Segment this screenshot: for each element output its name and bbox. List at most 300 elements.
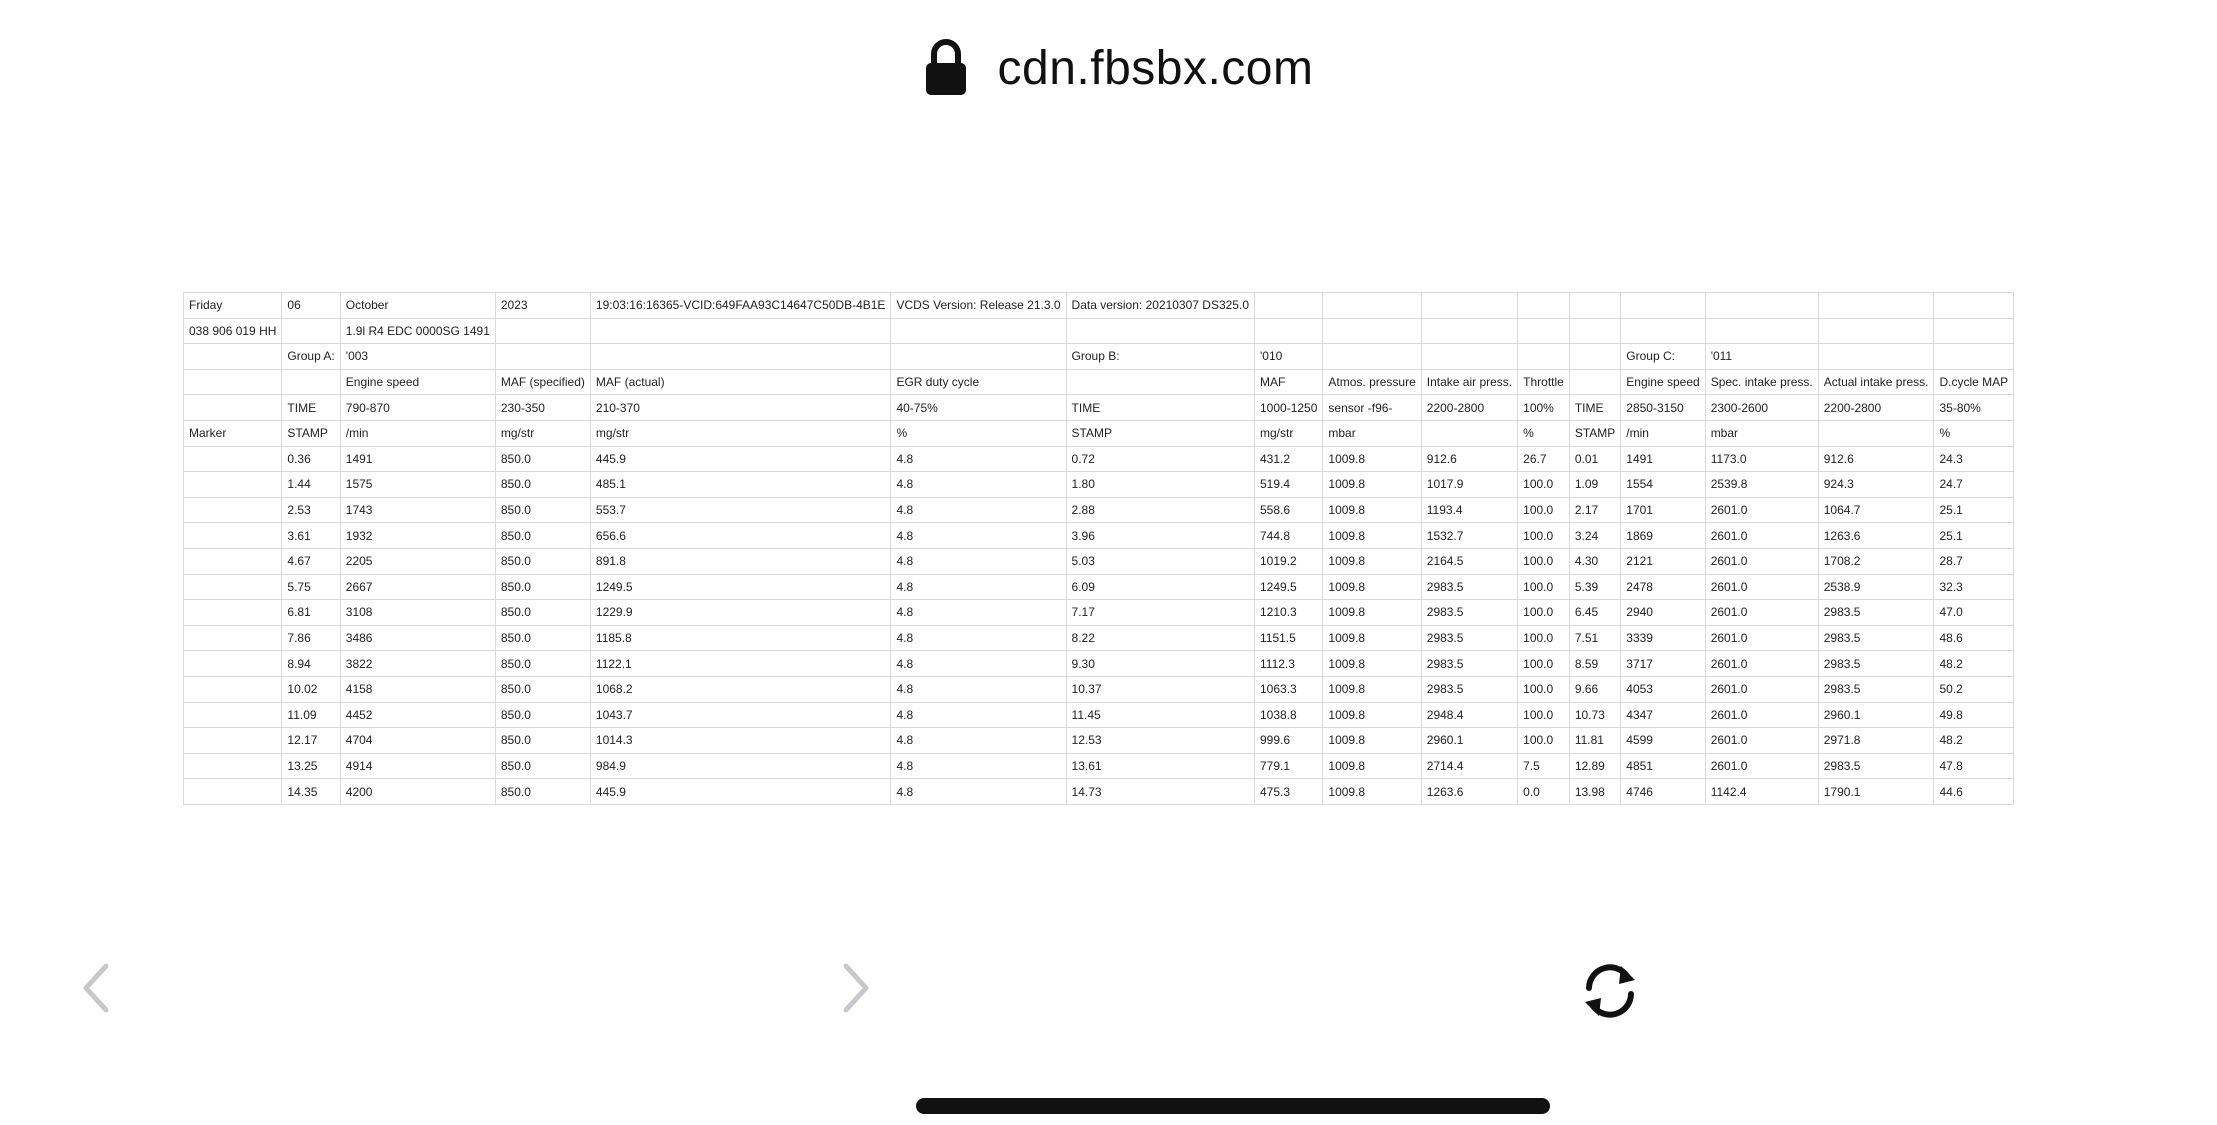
table-cell[interactable]: October — [340, 293, 495, 319]
table-cell[interactable]: 4200 — [340, 779, 495, 805]
table-cell[interactable]: 891.8 — [590, 548, 891, 574]
table-cell[interactable]: 11.81 — [1569, 728, 1620, 754]
table-cell[interactable]: 1263.6 — [1818, 523, 1934, 549]
table-cell[interactable] — [495, 344, 590, 370]
table-cell[interactable]: 790-870 — [340, 395, 495, 421]
table-cell[interactable]: 2601.0 — [1705, 600, 1818, 626]
table-cell[interactable]: 9.30 — [1066, 651, 1254, 677]
table-cell[interactable]: Intake air press. — [1421, 369, 1517, 395]
table-cell[interactable]: 1009.8 — [1323, 625, 1421, 651]
table-cell[interactable]: 14.73 — [1066, 779, 1254, 805]
table-cell[interactable]: 912.6 — [1818, 446, 1934, 472]
table-cell[interactable]: Data version: 20210307 DS325.0 — [1066, 293, 1254, 319]
table-cell[interactable]: % — [891, 420, 1066, 446]
table-cell[interactable]: 1009.8 — [1323, 676, 1421, 702]
table-cell[interactable] — [1421, 293, 1517, 319]
table-cell[interactable]: 2538.9 — [1818, 574, 1934, 600]
table-cell[interactable] — [1421, 318, 1517, 344]
table-cell[interactable]: 3822 — [340, 651, 495, 677]
table-cell[interactable] — [1621, 318, 1705, 344]
table-cell[interactable]: 13.61 — [1066, 753, 1254, 779]
table-cell[interactable]: 1122.1 — [590, 651, 891, 677]
table-cell[interactable] — [1569, 369, 1620, 395]
table-cell[interactable]: 1869 — [1621, 523, 1705, 549]
table-cell[interactable]: 2478 — [1621, 574, 1705, 600]
table-cell[interactable]: 1790.1 — [1818, 779, 1934, 805]
table-cell[interactable]: 1249.5 — [1255, 574, 1323, 600]
url-text[interactable]: cdn.fbsbx.com — [997, 41, 1314, 95]
table-cell[interactable]: 48.2 — [1934, 728, 2014, 754]
table-cell[interactable] — [184, 523, 282, 549]
table-cell[interactable]: 445.9 — [590, 446, 891, 472]
table-cell[interactable]: 48.2 — [1934, 651, 2014, 677]
table-cell[interactable]: 1.09 — [1569, 472, 1620, 498]
table-cell[interactable]: 1.9l R4 EDC 0000SG 1491 — [340, 318, 495, 344]
table-cell[interactable]: sensor -f96- — [1323, 395, 1421, 421]
table-cell[interactable]: 4.8 — [891, 523, 1066, 549]
table-cell[interactable]: 1009.8 — [1323, 574, 1421, 600]
table-cell[interactable]: 2.88 — [1066, 497, 1254, 523]
table-cell[interactable]: 1009.8 — [1323, 497, 1421, 523]
table-cell[interactable]: 1017.9 — [1421, 472, 1517, 498]
table-cell[interactable]: 558.6 — [1255, 497, 1323, 523]
table-cell[interactable]: 2971.8 — [1818, 728, 1934, 754]
table-cell[interactable]: 850.0 — [495, 728, 590, 754]
table-cell[interactable]: mg/str — [590, 420, 891, 446]
table-cell[interactable]: VCDS Version: Release 21.3.0 — [891, 293, 1066, 319]
table-cell[interactable]: 431.2 — [1255, 446, 1323, 472]
table-cell[interactable]: 1.80 — [1066, 472, 1254, 498]
table-cell[interactable]: 24.7 — [1934, 472, 2014, 498]
table-cell[interactable]: 2667 — [340, 574, 495, 600]
table-cell[interactable]: 2850-3150 — [1621, 395, 1705, 421]
table-cell[interactable] — [1421, 420, 1517, 446]
table-cell[interactable]: MAF (actual) — [590, 369, 891, 395]
table-cell[interactable]: 3.61 — [282, 523, 340, 549]
table-cell[interactable]: 7.51 — [1569, 625, 1620, 651]
table-cell[interactable] — [184, 574, 282, 600]
table-cell[interactable]: 2601.0 — [1705, 523, 1818, 549]
table-cell[interactable]: 1009.8 — [1323, 753, 1421, 779]
table-cell[interactable]: 100.0 — [1518, 472, 1570, 498]
table-cell[interactable] — [590, 344, 891, 370]
table-cell[interactable]: 5.03 — [1066, 548, 1254, 574]
table-cell[interactable] — [1421, 344, 1517, 370]
table-cell[interactable]: 1009.8 — [1323, 523, 1421, 549]
table-cell[interactable]: STAMP — [282, 420, 340, 446]
table-cell[interactable]: 1063.3 — [1255, 676, 1323, 702]
table-cell[interactable]: 4.8 — [891, 779, 1066, 805]
table-cell[interactable]: 2300-2600 — [1705, 395, 1818, 421]
table-cell[interactable]: 1019.2 — [1255, 548, 1323, 574]
table-cell[interactable]: 4.8 — [891, 702, 1066, 728]
table-cell[interactable] — [184, 548, 282, 574]
table-cell[interactable]: 2.17 — [1569, 497, 1620, 523]
table-cell[interactable]: 519.4 — [1255, 472, 1323, 498]
home-indicator[interactable] — [916, 1098, 1550, 1114]
table-cell[interactable]: 100.0 — [1518, 497, 1570, 523]
table-cell[interactable]: 4.8 — [891, 574, 1066, 600]
table-cell[interactable]: 5.39 — [1569, 574, 1620, 600]
table-cell[interactable]: STAMP — [1569, 420, 1620, 446]
table-cell[interactable]: 850.0 — [495, 523, 590, 549]
table-cell[interactable]: 48.6 — [1934, 625, 2014, 651]
table-cell[interactable] — [184, 728, 282, 754]
table-cell[interactable]: 1151.5 — [1255, 625, 1323, 651]
table-cell[interactable]: 924.3 — [1818, 472, 1934, 498]
table-cell[interactable]: 9.66 — [1569, 676, 1620, 702]
table-cell[interactable] — [891, 344, 1066, 370]
table-cell[interactable] — [1705, 318, 1818, 344]
table-cell[interactable]: 4.8 — [891, 728, 1066, 754]
table-cell[interactable] — [184, 344, 282, 370]
table-cell[interactable]: 2960.1 — [1421, 728, 1517, 754]
table-cell[interactable]: 8.22 — [1066, 625, 1254, 651]
table-cell[interactable]: mg/str — [1255, 420, 1323, 446]
table-cell[interactable]: 10.73 — [1569, 702, 1620, 728]
table-cell[interactable]: 4746 — [1621, 779, 1705, 805]
table-cell[interactable]: 4.8 — [891, 651, 1066, 677]
table-cell[interactable]: 2601.0 — [1705, 574, 1818, 600]
table-cell[interactable]: 100% — [1518, 395, 1570, 421]
table-cell[interactable]: 50.2 — [1934, 676, 2014, 702]
table-cell[interactable]: 8.59 — [1569, 651, 1620, 677]
table-cell[interactable]: 984.9 — [590, 753, 891, 779]
table-cell[interactable] — [184, 625, 282, 651]
table-cell[interactable]: 12.53 — [1066, 728, 1254, 754]
table-cell[interactable]: Atmos. pressure — [1323, 369, 1421, 395]
table-cell[interactable]: EGR duty cycle — [891, 369, 1066, 395]
table-cell[interactable]: 4.30 — [1569, 548, 1620, 574]
table-cell[interactable]: 7.17 — [1066, 600, 1254, 626]
table-cell[interactable]: 47.8 — [1934, 753, 2014, 779]
table-cell[interactable]: 1009.8 — [1323, 446, 1421, 472]
table-cell[interactable] — [1934, 344, 2014, 370]
table-cell[interactable]: 100.0 — [1518, 523, 1570, 549]
table-cell[interactable] — [1323, 344, 1421, 370]
table-cell[interactable]: 2983.5 — [1818, 600, 1934, 626]
table-cell[interactable]: 4.8 — [891, 497, 1066, 523]
table-cell[interactable]: 4851 — [1621, 753, 1705, 779]
table-cell[interactable] — [184, 702, 282, 728]
table-cell[interactable] — [1323, 318, 1421, 344]
table-cell[interactable]: 1193.4 — [1421, 497, 1517, 523]
table-cell[interactable]: 3.24 — [1569, 523, 1620, 549]
table-cell[interactable]: 553.7 — [590, 497, 891, 523]
table-cell[interactable]: % — [1934, 420, 2014, 446]
table-cell[interactable]: 2121 — [1621, 548, 1705, 574]
table-cell[interactable]: 4158 — [340, 676, 495, 702]
table-cell[interactable]: 25.1 — [1934, 497, 2014, 523]
table-cell[interactable]: 230-350 — [495, 395, 590, 421]
table-cell[interactable]: 7.86 — [282, 625, 340, 651]
table-cell[interactable]: 2983.5 — [1421, 600, 1517, 626]
table-cell[interactable]: 10.37 — [1066, 676, 1254, 702]
table-cell[interactable] — [184, 497, 282, 523]
table-cell[interactable] — [282, 318, 340, 344]
table-cell[interactable]: 1038.8 — [1255, 702, 1323, 728]
table-cell[interactable]: 1009.8 — [1323, 472, 1421, 498]
table-cell[interactable] — [184, 651, 282, 677]
table-cell[interactable]: 4.8 — [891, 625, 1066, 651]
table-cell[interactable] — [1518, 293, 1570, 319]
table-cell[interactable]: 0.01 — [1569, 446, 1620, 472]
table-cell[interactable]: 850.0 — [495, 574, 590, 600]
table-cell[interactable]: 2983.5 — [1421, 651, 1517, 677]
table-cell[interactable]: 850.0 — [495, 600, 590, 626]
table-cell[interactable]: 4.8 — [891, 472, 1066, 498]
table-cell[interactable]: 1491 — [1621, 446, 1705, 472]
table-cell[interactable]: 1112.3 — [1255, 651, 1323, 677]
table-cell[interactable]: 47.0 — [1934, 600, 2014, 626]
table-cell[interactable]: 1009.8 — [1323, 548, 1421, 574]
table-cell[interactable] — [184, 676, 282, 702]
table-cell[interactable]: 4.8 — [891, 446, 1066, 472]
table-cell[interactable]: 100.0 — [1518, 625, 1570, 651]
table-cell[interactable]: 1068.2 — [590, 676, 891, 702]
table-cell[interactable]: 100.0 — [1518, 728, 1570, 754]
table-cell[interactable]: 13.98 — [1569, 779, 1620, 805]
table-cell[interactable] — [184, 446, 282, 472]
table-cell[interactable]: 4347 — [1621, 702, 1705, 728]
table-cell[interactable]: D.cycle MAP — [1934, 369, 2014, 395]
table-cell[interactable]: 4452 — [340, 702, 495, 728]
table-cell[interactable]: 1043.7 — [590, 702, 891, 728]
table-cell[interactable] — [1518, 344, 1570, 370]
table-cell[interactable] — [1621, 293, 1705, 319]
table-cell[interactable]: 11.09 — [282, 702, 340, 728]
table-cell[interactable]: 1532.7 — [1421, 523, 1517, 549]
table-cell[interactable] — [184, 779, 282, 805]
table-cell[interactable] — [495, 318, 590, 344]
table-cell[interactable]: 4053 — [1621, 676, 1705, 702]
table-cell[interactable]: 4.8 — [891, 600, 1066, 626]
table-cell[interactable]: 7.5 — [1518, 753, 1570, 779]
table-cell[interactable]: Group A: — [282, 344, 340, 370]
table-cell[interactable]: 2948.4 — [1421, 702, 1517, 728]
table-cell[interactable]: 3486 — [340, 625, 495, 651]
table-cell[interactable]: 100.0 — [1518, 548, 1570, 574]
table-cell[interactable]: 2601.0 — [1705, 676, 1818, 702]
table-cell[interactable]: 4704 — [340, 728, 495, 754]
table-cell[interactable]: 10.02 — [282, 676, 340, 702]
table-cell[interactable] — [184, 753, 282, 779]
table-cell[interactable] — [1066, 318, 1254, 344]
table-cell[interactable]: 1000-1250 — [1255, 395, 1323, 421]
table-cell[interactable]: 4599 — [1621, 728, 1705, 754]
table-cell[interactable]: 28.7 — [1934, 548, 2014, 574]
table-cell[interactable]: mg/str — [495, 420, 590, 446]
table-cell[interactable] — [1518, 318, 1570, 344]
table-cell[interactable] — [1255, 318, 1323, 344]
back-button[interactable] — [66, 960, 126, 1020]
table-cell[interactable] — [1818, 318, 1934, 344]
table-cell[interactable]: 2601.0 — [1705, 497, 1818, 523]
table-cell[interactable]: Friday — [184, 293, 282, 319]
table-cell[interactable]: 2539.8 — [1705, 472, 1818, 498]
table-cell[interactable]: 038 906 019 HH — [184, 318, 282, 344]
table-cell[interactable]: 13.25 — [282, 753, 340, 779]
table-cell[interactable]: 2983.5 — [1818, 753, 1934, 779]
table-cell[interactable] — [184, 369, 282, 395]
table-cell[interactable]: 912.6 — [1421, 446, 1517, 472]
table-cell[interactable]: 1743 — [340, 497, 495, 523]
table-cell[interactable]: Group B: — [1066, 344, 1254, 370]
table-cell[interactable]: 35-80% — [1934, 395, 2014, 421]
table-cell[interactable]: 49.8 — [1934, 702, 2014, 728]
table-cell[interactable]: 2205 — [340, 548, 495, 574]
table-cell[interactable]: Spec. intake press. — [1705, 369, 1818, 395]
table-cell[interactable]: 06 — [282, 293, 340, 319]
table-cell[interactable]: 1185.8 — [590, 625, 891, 651]
table-cell[interactable]: 2601.0 — [1705, 753, 1818, 779]
table-cell[interactable]: 24.3 — [1934, 446, 2014, 472]
table-cell[interactable]: '003 — [340, 344, 495, 370]
table-cell[interactable]: MAF (specified) — [495, 369, 590, 395]
table-cell[interactable]: 1249.5 — [590, 574, 891, 600]
table-cell[interactable] — [184, 472, 282, 498]
table-cell[interactable] — [1705, 293, 1818, 319]
table-cell[interactable]: 2164.5 — [1421, 548, 1517, 574]
table-cell[interactable]: mbar — [1323, 420, 1421, 446]
table-cell[interactable]: 1009.8 — [1323, 600, 1421, 626]
table-cell[interactable]: Engine speed — [340, 369, 495, 395]
table-cell[interactable]: 850.0 — [495, 779, 590, 805]
table-cell[interactable]: 850.0 — [495, 753, 590, 779]
table-cell[interactable] — [1569, 344, 1620, 370]
table-cell[interactable]: 2960.1 — [1818, 702, 1934, 728]
table-cell[interactable]: 210-370 — [590, 395, 891, 421]
table-cell[interactable]: /min — [340, 420, 495, 446]
table-cell[interactable] — [1066, 369, 1254, 395]
table-cell[interactable]: 2983.5 — [1818, 651, 1934, 677]
table-cell[interactable]: 850.0 — [495, 625, 590, 651]
table-cell[interactable] — [590, 318, 891, 344]
table-cell[interactable]: 1009.8 — [1323, 651, 1421, 677]
table-cell[interactable]: 3.96 — [1066, 523, 1254, 549]
table-cell[interactable]: 3108 — [340, 600, 495, 626]
table-cell[interactable]: 2983.5 — [1421, 625, 1517, 651]
table-cell[interactable]: STAMP — [1066, 420, 1254, 446]
table-cell[interactable]: 1575 — [340, 472, 495, 498]
table-cell[interactable]: 850.0 — [495, 548, 590, 574]
table-cell[interactable]: 2983.5 — [1818, 676, 1934, 702]
table-cell[interactable]: 3339 — [1621, 625, 1705, 651]
table-cell[interactable]: 6.81 — [282, 600, 340, 626]
table-cell[interactable]: TIME — [1569, 395, 1620, 421]
table-cell[interactable]: 0.0 — [1518, 779, 1570, 805]
table-cell[interactable] — [891, 318, 1066, 344]
table-cell[interactable]: 744.8 — [1255, 523, 1323, 549]
table-cell[interactable]: 32.3 — [1934, 574, 2014, 600]
table-cell[interactable]: 485.1 — [590, 472, 891, 498]
table-cell[interactable]: MAF — [1255, 369, 1323, 395]
table-cell[interactable]: TIME — [282, 395, 340, 421]
table-cell[interactable]: 1173.0 — [1705, 446, 1818, 472]
table-cell[interactable]: 100.0 — [1518, 600, 1570, 626]
table-cell[interactable] — [184, 600, 282, 626]
table-cell[interactable]: 1014.3 — [590, 728, 891, 754]
forward-button[interactable] — [826, 960, 886, 1020]
table-cell[interactable]: 1142.4 — [1705, 779, 1818, 805]
table-cell[interactable]: 2601.0 — [1705, 548, 1818, 574]
table-cell[interactable]: 779.1 — [1255, 753, 1323, 779]
table-cell[interactable]: 4914 — [340, 753, 495, 779]
table-cell[interactable]: 2601.0 — [1705, 651, 1818, 677]
table-cell[interactable]: 8.94 — [282, 651, 340, 677]
table-cell[interactable]: mbar — [1705, 420, 1818, 446]
table-cell[interactable]: 850.0 — [495, 702, 590, 728]
table-cell[interactable]: Actual intake press. — [1818, 369, 1934, 395]
table-cell[interactable]: 4.67 — [282, 548, 340, 574]
table-cell[interactable]: 0.72 — [1066, 446, 1254, 472]
table-cell[interactable]: Group C: — [1621, 344, 1705, 370]
table-cell[interactable]: 1009.8 — [1323, 779, 1421, 805]
table-cell[interactable] — [1818, 293, 1934, 319]
table-cell[interactable]: 2601.0 — [1705, 625, 1818, 651]
table-cell[interactable]: 25.1 — [1934, 523, 2014, 549]
table-cell[interactable] — [184, 395, 282, 421]
table-cell[interactable]: 1210.3 — [1255, 600, 1323, 626]
table-cell[interactable]: 999.6 — [1255, 728, 1323, 754]
table-cell[interactable]: 4.8 — [891, 753, 1066, 779]
table-cell[interactable]: 1701 — [1621, 497, 1705, 523]
table-cell[interactable]: 2200-2800 — [1818, 395, 1934, 421]
table-cell[interactable] — [1323, 293, 1421, 319]
table-cell[interactable]: 100.0 — [1518, 676, 1570, 702]
table-cell[interactable]: 1064.7 — [1818, 497, 1934, 523]
table-cell[interactable]: 100.0 — [1518, 702, 1570, 728]
table-cell[interactable] — [1255, 293, 1323, 319]
table-cell[interactable]: 850.0 — [495, 651, 590, 677]
table-cell[interactable]: 12.17 — [282, 728, 340, 754]
table-cell[interactable]: 100.0 — [1518, 574, 1570, 600]
table-cell[interactable]: 100.0 — [1518, 651, 1570, 677]
table-cell[interactable]: 1263.6 — [1421, 779, 1517, 805]
table-cell[interactable]: /min — [1621, 420, 1705, 446]
table-cell[interactable]: 0.36 — [282, 446, 340, 472]
table-cell[interactable]: 2601.0 — [1705, 728, 1818, 754]
table-cell[interactable]: 1229.9 — [590, 600, 891, 626]
table-cell[interactable]: 5.75 — [282, 574, 340, 600]
table-cell[interactable]: 4.8 — [891, 676, 1066, 702]
table-cell[interactable]: 850.0 — [495, 446, 590, 472]
table-cell[interactable]: '010 — [1255, 344, 1323, 370]
table-cell[interactable]: 445.9 — [590, 779, 891, 805]
table-cell[interactable] — [1818, 344, 1934, 370]
table-cell[interactable]: 2200-2800 — [1421, 395, 1517, 421]
table-cell[interactable] — [282, 369, 340, 395]
address-bar[interactable] — [0, 28, 2217, 108]
table-cell[interactable]: '011 — [1705, 344, 1818, 370]
table-cell[interactable]: 475.3 — [1255, 779, 1323, 805]
table-cell[interactable]: 44.6 — [1934, 779, 2014, 805]
table-cell[interactable]: % — [1518, 420, 1570, 446]
table-cell[interactable]: 1932 — [340, 523, 495, 549]
table-cell[interactable]: 850.0 — [495, 497, 590, 523]
table-cell[interactable]: 656.6 — [590, 523, 891, 549]
table-cell[interactable]: 2023 — [495, 293, 590, 319]
table-cell[interactable]: 11.45 — [1066, 702, 1254, 728]
table-cell[interactable]: 3717 — [1621, 651, 1705, 677]
table-cell[interactable] — [1934, 293, 2014, 319]
table-cell[interactable]: 26.7 — [1518, 446, 1570, 472]
table-cell[interactable]: 2.53 — [282, 497, 340, 523]
table-cell[interactable]: TIME — [1066, 395, 1254, 421]
table-cell[interactable]: 2940 — [1621, 600, 1705, 626]
table-cell[interactable]: 850.0 — [495, 472, 590, 498]
table-cell[interactable]: Engine speed — [1621, 369, 1705, 395]
